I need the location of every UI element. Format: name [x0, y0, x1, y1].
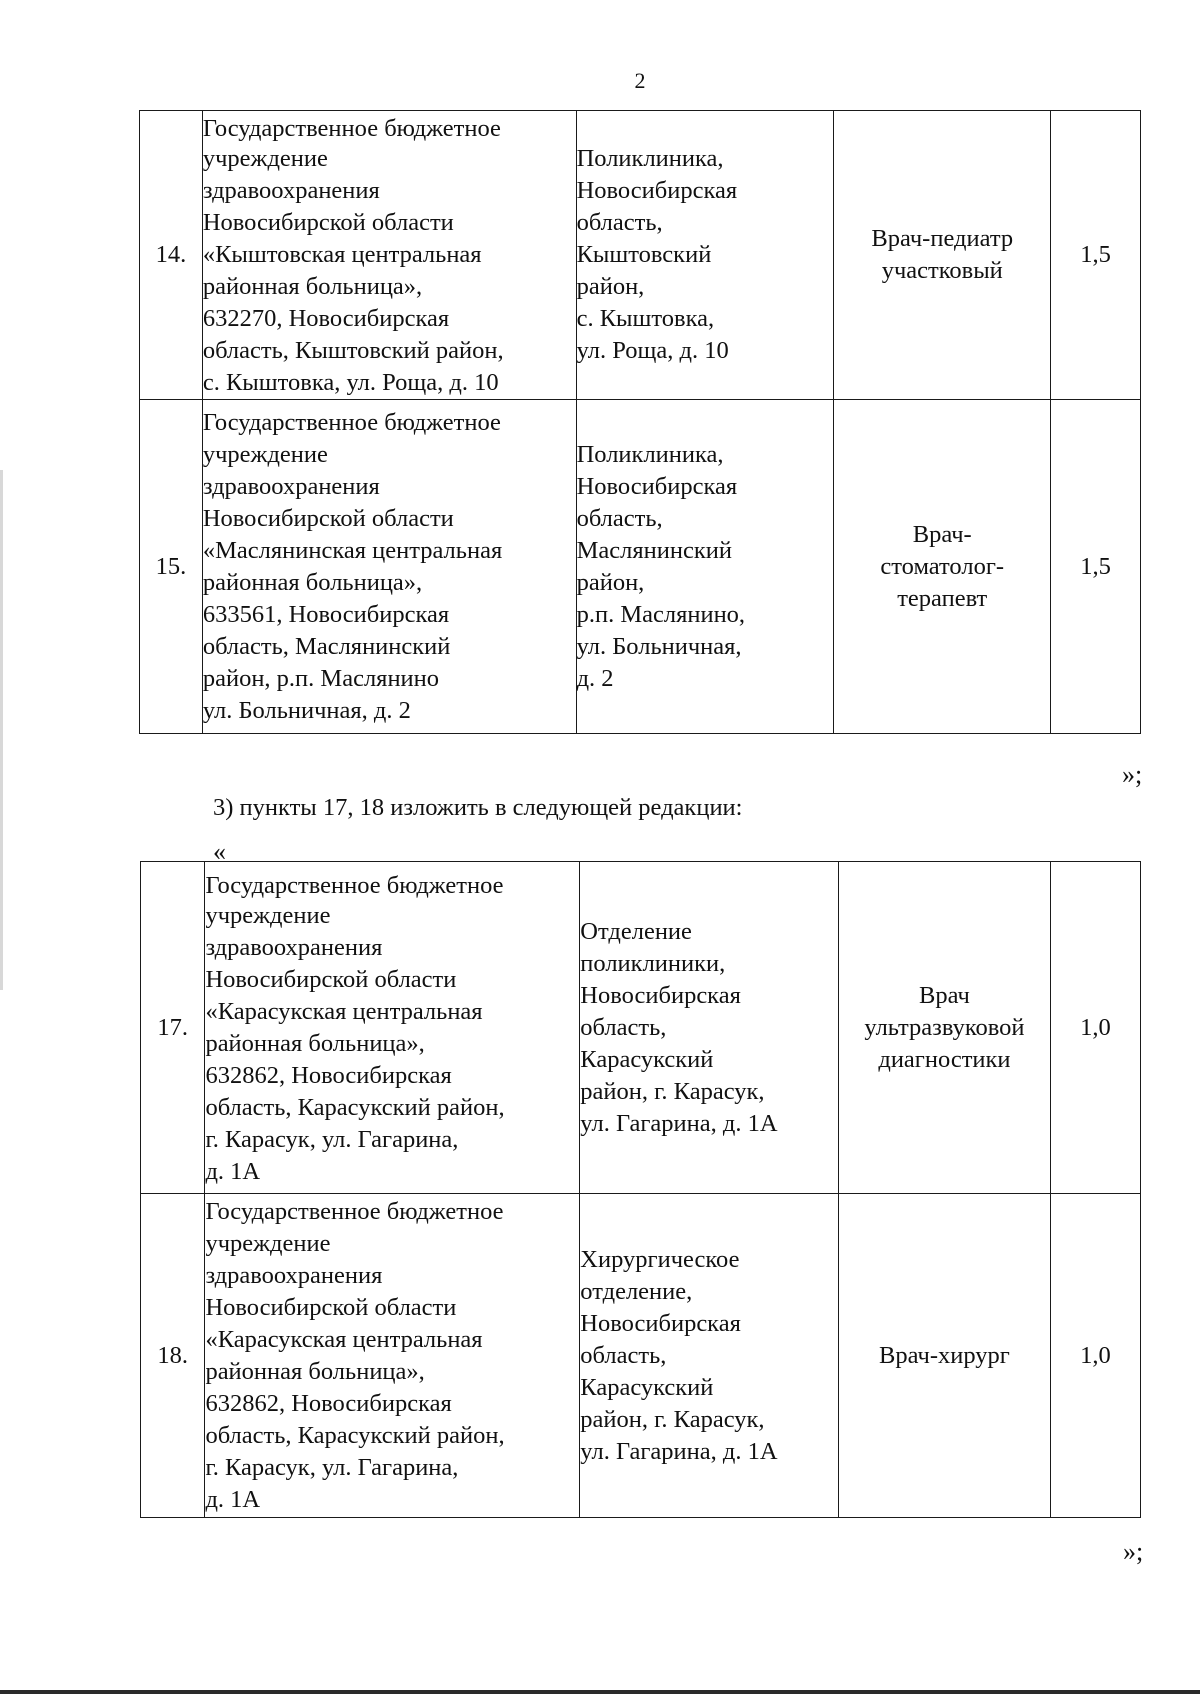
organization-cell — [205, 1194, 580, 1518]
organization-line: область, Карасукский район, — [205, 1421, 505, 1449]
position-line: Врач-педиатр — [871, 225, 1014, 252]
organization-line: д. 1А — [205, 1157, 261, 1185]
closing-quote-mark: »; — [1122, 760, 1143, 789]
address-line: Карасукский — [580, 1045, 714, 1073]
address-line: Поликлиника, — [576, 440, 724, 468]
organization-line: Государственное бюджетное — [205, 1197, 504, 1225]
organization-line: д. 1А — [205, 1485, 261, 1513]
row-number: 15. — [140, 400, 203, 734]
organization-line: 633561, Новосибирская — [202, 600, 450, 628]
organization-line: районная больница», — [202, 273, 423, 300]
position-line: ультразвуковой — [864, 1013, 1025, 1041]
address-line: ул. Роща, д. 10 — [576, 337, 729, 364]
organization-line: здравоохранения — [202, 177, 380, 204]
scan-bottom-rule — [0, 1690, 1200, 1694]
organization-line: районная больница», — [202, 568, 423, 596]
organization-line: г. Карасук, ул. Гагарина, — [205, 1125, 459, 1153]
position-line: стоматолог- — [880, 552, 1005, 580]
table-row — [141, 1194, 1141, 1518]
scan-left-edge — [0, 470, 3, 990]
address-line: с. Кыштовка, — [576, 305, 715, 332]
address-line: Хирургическое — [580, 1245, 740, 1273]
rate-cell: 1,5 — [1051, 400, 1141, 734]
workplace-address-cell — [580, 1194, 839, 1518]
organization-line: здравоохранения — [205, 933, 383, 961]
organization-line: районная больница», — [205, 1357, 425, 1385]
position-cell — [834, 111, 1051, 400]
table-row — [140, 111, 1141, 400]
organization-line: Новосибирской области — [202, 504, 454, 532]
amendment-instruction: 3) пункты 17, 18 изложить в следующей редакции: — [213, 794, 743, 821]
organization-line: Новосибирской области — [202, 209, 454, 236]
organization-line: область, Карасукский район, — [205, 1093, 505, 1121]
organization-cell — [202, 400, 576, 734]
address-line: отделение, — [580, 1277, 693, 1305]
organization-line: здравоохранения — [205, 1261, 383, 1289]
position-line: Врач- — [912, 520, 972, 548]
workplace-address-cell — [576, 111, 834, 400]
organization-line: Новосибирской области — [205, 1293, 457, 1321]
organization-line: 632862, Новосибирская — [205, 1061, 452, 1089]
address-line: область, — [580, 1013, 667, 1041]
address-line: район, г. Карасук, — [580, 1077, 765, 1105]
address-line: Поликлиника, — [576, 145, 724, 172]
address-line: д. 2 — [576, 664, 614, 692]
address-line: ул. Гагарина, д. 1А — [580, 1437, 778, 1465]
organization-line: 632270, Новосибирская — [202, 305, 450, 332]
rate-cell: 1,0 — [1050, 862, 1140, 1194]
rate-cell: 1,0 — [1050, 1194, 1140, 1518]
organization-line: ул. Больничная, д. 2 — [202, 696, 411, 724]
address-line: район, г. Карасук, — [580, 1405, 765, 1433]
row-number: 18. — [141, 1194, 205, 1518]
organization-line: «Маслянинская центральная — [202, 536, 503, 564]
table-row — [140, 400, 1141, 734]
organization-cell — [205, 862, 580, 1194]
address-line: Кыштовский — [576, 241, 712, 268]
workplace-address-cell — [576, 400, 834, 734]
organization-line: Государственное бюджетное — [205, 871, 504, 899]
address-line: Маслянинский — [576, 536, 732, 564]
position-cell — [839, 862, 1051, 1194]
address-line: Новосибирская — [576, 177, 738, 204]
organization-line: здравоохранения — [202, 472, 380, 500]
position-line: терапевт — [897, 584, 988, 612]
closing-quote-mark: »; — [1123, 1537, 1144, 1566]
address-line: ул. Больничная, — [576, 632, 742, 660]
position-line: Врач-хирург — [879, 1341, 1010, 1369]
position-cell — [834, 400, 1051, 734]
address-line: область, — [576, 504, 663, 532]
address-line: область, — [576, 209, 663, 236]
row-number: 17. — [141, 862, 205, 1194]
row-number: 14. — [140, 111, 203, 400]
address-line: р.п. Маслянино, — [576, 600, 746, 628]
table-row — [141, 862, 1141, 1194]
vacancy-table-continued — [139, 110, 1141, 734]
organization-line: область, Кыштовский район, — [202, 337, 504, 364]
organization-line: «Кыштовская центральная — [202, 241, 482, 268]
organization-line: Новосибирской области — [205, 965, 457, 993]
position-line: Врач — [919, 981, 970, 1009]
organization-line: г. Карасук, ул. Гагарина, — [205, 1453, 459, 1481]
address-line: поликлиники, — [580, 949, 726, 977]
address-line: Отделение — [580, 917, 692, 945]
organization-line: Государственное бюджетное — [202, 408, 501, 436]
organization-line: область, Маслянинский — [202, 632, 451, 660]
organization-line: учреждение — [205, 1229, 331, 1257]
organization-line: «Карасукская центральная — [205, 997, 483, 1025]
vacancy-table-amended — [140, 861, 1141, 1518]
organization-line: 632862, Новосибирская — [205, 1389, 452, 1417]
organization-line: район, р.п. Маслянино — [202, 664, 440, 692]
position-line: диагностики — [878, 1045, 1011, 1073]
position-cell — [839, 1194, 1051, 1518]
address-line: Новосибирская — [580, 1309, 741, 1337]
organization-line: районная больница», — [205, 1029, 425, 1057]
address-line: район, — [576, 568, 645, 596]
address-line: район, — [576, 273, 645, 300]
workplace-address-cell — [580, 862, 839, 1194]
address-line: область, — [580, 1341, 667, 1369]
organization-cell — [202, 111, 576, 400]
address-line: Новосибирская — [580, 981, 741, 1009]
organization-line: «Карасукская центральная — [205, 1325, 483, 1353]
organization-line: с. Кыштовка, ул. Роща, д. 10 — [202, 369, 499, 396]
address-line: Карасукский — [580, 1373, 714, 1401]
address-line: ул. Гагарина, д. 1А — [580, 1109, 778, 1137]
organization-line: учреждение — [202, 440, 328, 468]
organization-line: Государственное бюджетное — [202, 115, 501, 142]
opening-quote-mark: « — [213, 837, 226, 866]
rate-cell: 1,5 — [1051, 111, 1141, 400]
page-number: 2 — [634, 68, 646, 93]
organization-line: учреждение — [202, 145, 328, 172]
address-line: Новосибирская — [576, 472, 738, 500]
position-line: участковый — [881, 257, 1003, 284]
organization-line: учреждение — [205, 901, 331, 929]
